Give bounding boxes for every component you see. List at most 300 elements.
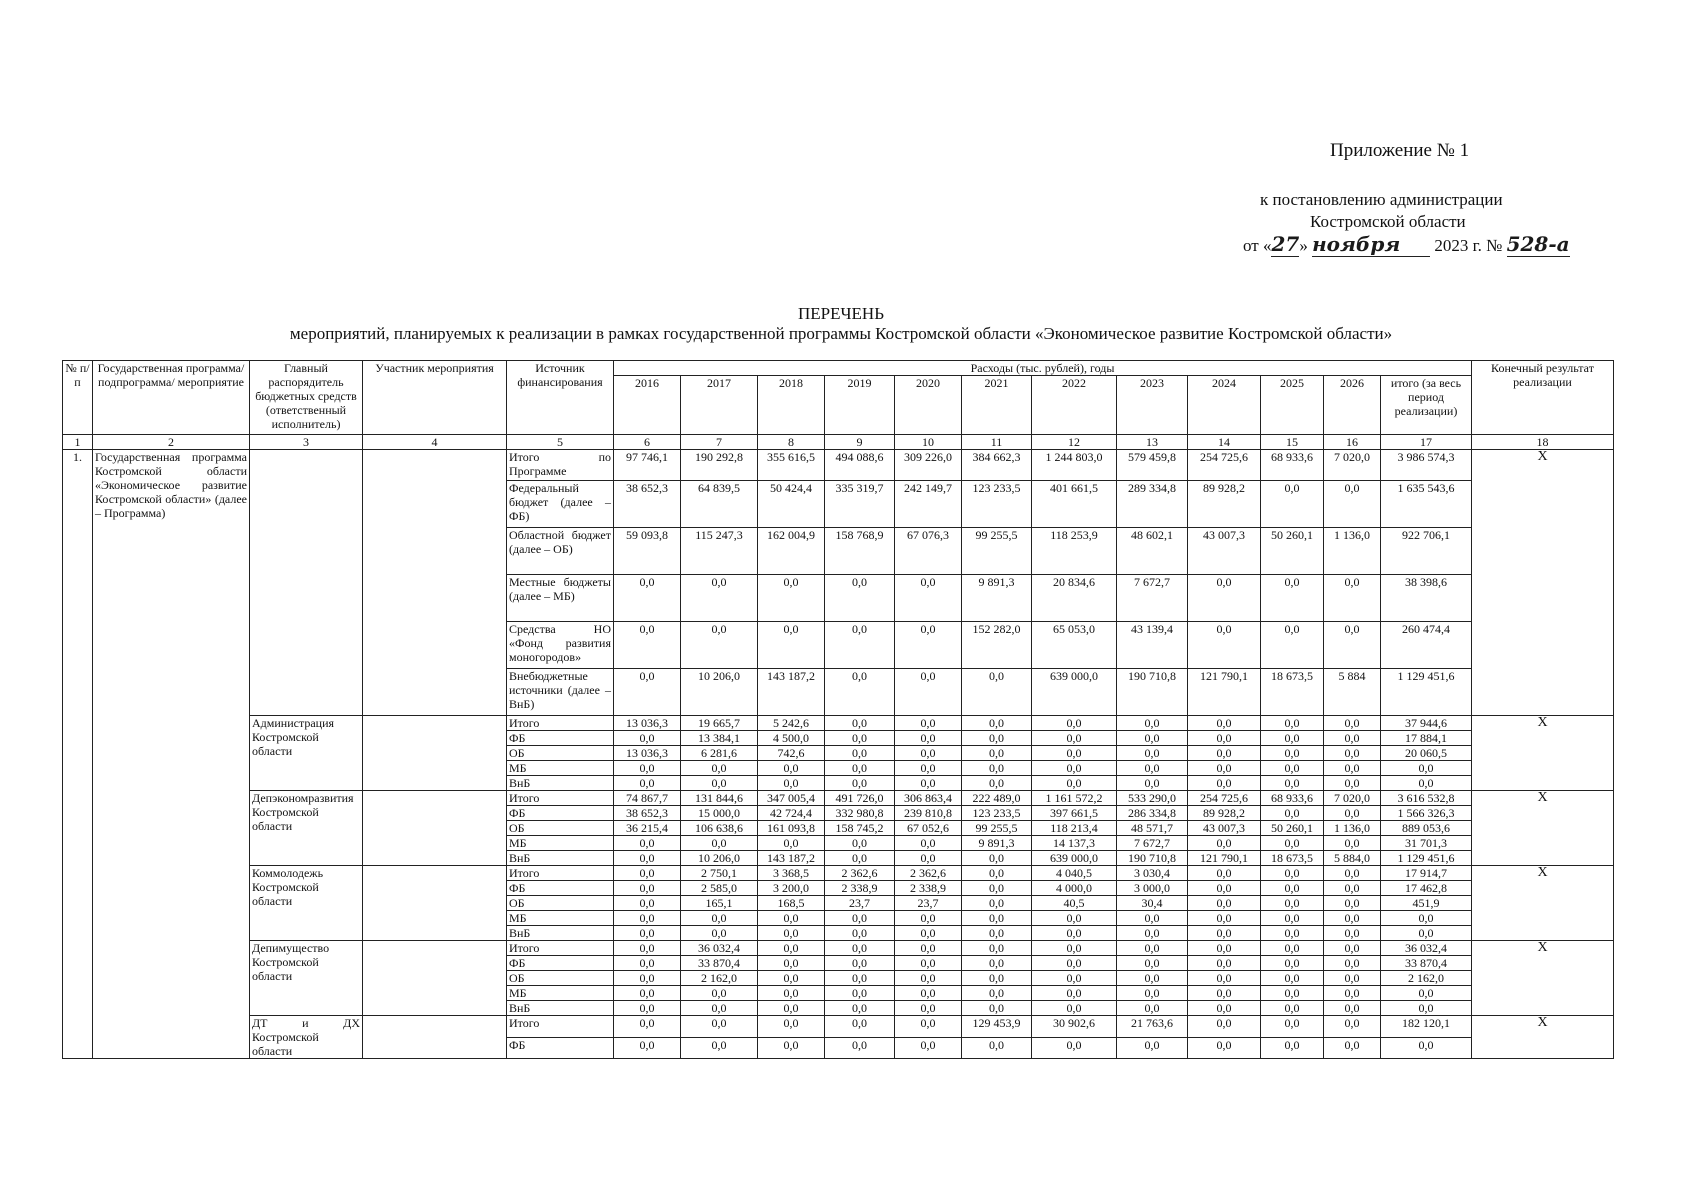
value-cell: 0,0	[1324, 971, 1381, 986]
value-cell: 17 884,1	[1381, 731, 1472, 746]
column-number: 14	[1188, 435, 1261, 450]
value-cell: 0,0	[1032, 1001, 1117, 1016]
header-year: 2018	[758, 376, 825, 435]
source-label: МБ	[507, 836, 614, 851]
source-label: ОБ	[507, 896, 614, 911]
decree-line-1: к постановлению администрации	[1260, 190, 1503, 209]
manager-name: Коммолодежь Костромской области	[250, 866, 363, 941]
value-cell: 182 120,1	[1381, 1016, 1472, 1038]
value-cell: 639 000,0	[1032, 669, 1117, 716]
value-cell: 36 032,4	[1381, 941, 1472, 956]
value-cell: 3 616 532,8	[1381, 791, 1472, 806]
column-number: 17	[1381, 435, 1472, 450]
value-cell: 0,0	[1381, 986, 1472, 1001]
value-cell: 0,0	[962, 716, 1032, 731]
value-cell: 1 136,0	[1324, 821, 1381, 836]
value-cell: 0,0	[825, 1037, 895, 1059]
value-cell: 0,0	[681, 776, 758, 791]
value-cell: 0,0	[895, 575, 962, 622]
value-cell: 0,0	[1261, 956, 1324, 971]
value-cell: 0,0	[962, 669, 1032, 716]
value-cell: 0,0	[1117, 1037, 1188, 1059]
value-cell: 922 706,1	[1381, 528, 1472, 575]
value-cell: 0,0	[614, 622, 681, 669]
column-number: 13	[1117, 435, 1188, 450]
value-cell: 0,0	[1324, 731, 1381, 746]
value-cell: 1 566 326,3	[1381, 806, 1472, 821]
value-cell: 20 060,5	[1381, 746, 1472, 761]
value-cell: 0,0	[1117, 956, 1188, 971]
value-cell: 0,0	[825, 971, 895, 986]
header-year: 2024	[1188, 376, 1261, 435]
value-cell: 0,0	[962, 1001, 1032, 1016]
header-participant: Участник мероприятия	[363, 361, 507, 435]
value-cell: 123 233,5	[962, 481, 1032, 528]
participant-cell-empty	[363, 1016, 507, 1059]
result-mark: Х	[1472, 791, 1614, 866]
document-title: ПЕРЕЧЕНЬ	[798, 304, 884, 323]
source-label: Итого	[507, 716, 614, 731]
value-cell: 355 616,5	[758, 450, 825, 481]
value-cell: 68 933,6	[1261, 450, 1324, 481]
value-cell: 0,0	[1032, 746, 1117, 761]
value-cell: 89 928,2	[1188, 806, 1261, 821]
value-cell: 30 902,6	[1032, 1016, 1117, 1038]
value-cell: 2 162,0	[681, 971, 758, 986]
value-cell: 0,0	[1188, 716, 1261, 731]
value-cell: 254 725,6	[1188, 791, 1261, 806]
value-cell: 0,0	[1117, 776, 1188, 791]
value-cell: 0,0	[962, 776, 1032, 791]
column-numbers-row	[63, 435, 1614, 450]
source-label: ФБ	[507, 806, 614, 821]
value-cell: 106 638,6	[681, 821, 758, 836]
value-cell: 0,0	[1261, 806, 1324, 821]
result-mark: Х	[1472, 716, 1614, 791]
value-cell: 0,0	[614, 1016, 681, 1038]
decree-line-2: Костромской области	[1310, 212, 1466, 231]
value-cell: 0,0	[1188, 911, 1261, 926]
value-cell: 0,0	[758, 575, 825, 622]
value-cell: 0,0	[895, 986, 962, 1001]
value-cell: 0,0	[1117, 731, 1188, 746]
column-number: 7	[681, 435, 758, 450]
source-label: ОБ	[507, 746, 614, 761]
value-cell: 14 137,3	[1032, 836, 1117, 851]
header-year: 2025	[1261, 376, 1324, 435]
result-mark: Х	[1472, 450, 1614, 716]
value-cell: 0,0	[1117, 941, 1188, 956]
source-label: ФБ	[507, 881, 614, 896]
value-cell: 0,0	[1261, 622, 1324, 669]
value-cell: 0,0	[962, 926, 1032, 941]
value-cell: 0,0	[758, 956, 825, 971]
value-cell: 0,0	[758, 836, 825, 851]
value-cell: 5 884,0	[1324, 851, 1381, 866]
value-cell: 121 790,1	[1188, 669, 1261, 716]
value-cell: 0,0	[895, 746, 962, 761]
source-label: Итого	[507, 941, 614, 956]
value-cell: 99 255,5	[962, 821, 1032, 836]
value-cell: 7 020,0	[1324, 791, 1381, 806]
value-cell: 0,0	[1188, 926, 1261, 941]
value-cell: 397 661,5	[1032, 806, 1117, 821]
value-cell: 0,0	[895, 836, 962, 851]
value-cell: 0,0	[614, 896, 681, 911]
value-cell: 0,0	[1188, 776, 1261, 791]
value-cell: 129 453,9	[962, 1016, 1032, 1038]
value-cell: 222 489,0	[962, 791, 1032, 806]
value-cell: 384 662,3	[962, 450, 1032, 481]
value-cell: 0,0	[1381, 1001, 1472, 1016]
value-cell: 0,0	[825, 622, 895, 669]
value-cell: 0,0	[962, 896, 1032, 911]
value-cell: 0,0	[1117, 926, 1188, 941]
header-year: 2020	[895, 376, 962, 435]
column-number: 12	[1032, 435, 1117, 450]
value-cell: 0,0	[1032, 911, 1117, 926]
header-year: 2023	[1117, 376, 1188, 435]
value-cell: 0,0	[1117, 986, 1188, 1001]
header-source: Источник финансирования	[507, 361, 614, 435]
value-cell: 0,0	[825, 776, 895, 791]
header-year: 2021	[962, 376, 1032, 435]
column-number: 9	[825, 435, 895, 450]
value-cell: 37 944,6	[1381, 716, 1472, 731]
value-cell: 0,0	[1381, 776, 1472, 791]
value-cell: 18 673,5	[1261, 851, 1324, 866]
value-cell: 0,0	[1188, 731, 1261, 746]
value-cell: 0,0	[1032, 776, 1117, 791]
value-cell: 0,0	[1032, 1037, 1117, 1059]
value-cell: 0,0	[1324, 956, 1381, 971]
value-cell: 0,0	[1261, 716, 1324, 731]
value-cell: 1 129 451,6	[1381, 851, 1472, 866]
value-cell: 115 247,3	[681, 528, 758, 575]
value-cell: 0,0	[895, 1016, 962, 1038]
header-expenses: Расходы (тыс. рублей), годы	[614, 361, 1472, 376]
value-cell: 18 673,5	[1261, 669, 1324, 716]
value-cell: 4 040,5	[1032, 866, 1117, 881]
value-cell: 0,0	[614, 836, 681, 851]
header-row	[63, 361, 1614, 376]
value-cell: 36 032,4	[681, 941, 758, 956]
value-cell: 0,0	[895, 761, 962, 776]
value-cell: 38 398,6	[1381, 575, 1472, 622]
value-cell: 0,0	[962, 881, 1032, 896]
value-cell: 0,0	[614, 776, 681, 791]
source-label: ОБ	[507, 971, 614, 986]
header-year: 2016	[614, 376, 681, 435]
value-cell: 889 053,6	[1381, 821, 1472, 836]
value-cell: 0,0	[758, 1001, 825, 1016]
value-cell: 42 724,4	[758, 806, 825, 821]
decree-line-3	[1243, 232, 1570, 257]
value-cell: 639 000,0	[1032, 851, 1117, 866]
value-cell: 64 839,5	[681, 481, 758, 528]
decree-year: 2023 г. №	[1434, 236, 1503, 255]
value-cell: 7 672,7	[1117, 575, 1188, 622]
value-cell: 242 149,7	[895, 481, 962, 528]
value-cell: 0,0	[1381, 761, 1472, 776]
source-label: ВнБ	[507, 776, 614, 791]
value-cell: 0,0	[1324, 575, 1381, 622]
value-cell: 13 036,3	[614, 746, 681, 761]
decree-number-handwritten: 528-а	[1506, 232, 1570, 256]
value-cell: 168,5	[758, 896, 825, 911]
value-cell: 0,0	[614, 971, 681, 986]
value-cell: 1 244 803,0	[1032, 450, 1117, 481]
value-cell: 0,0	[1324, 761, 1381, 776]
value-cell: 17 462,8	[1381, 881, 1472, 896]
column-number: 2	[93, 435, 250, 450]
header-year: 2022	[1032, 376, 1117, 435]
value-cell: 0,0	[1324, 911, 1381, 926]
value-cell: 0,0	[681, 622, 758, 669]
source-label: Итого по Программе	[507, 450, 614, 481]
value-cell: 0,0	[1117, 761, 1188, 776]
value-cell: 0,0	[681, 1001, 758, 1016]
value-cell: 0,0	[962, 986, 1032, 1001]
value-cell: 0,0	[895, 669, 962, 716]
value-cell: 0,0	[825, 911, 895, 926]
value-cell: 0,0	[758, 761, 825, 776]
participant-cell-empty	[363, 716, 507, 791]
value-cell: 33 870,4	[681, 956, 758, 971]
source-label: Внебюджетные источники (далее – ВнБ)	[507, 669, 614, 716]
value-cell: 0,0	[1381, 1037, 1472, 1059]
value-cell: 0,0	[825, 746, 895, 761]
value-cell: 0,0	[825, 926, 895, 941]
result-mark: Х	[1472, 866, 1614, 941]
value-cell: 0,0	[1032, 971, 1117, 986]
value-cell: 0,0	[1261, 731, 1324, 746]
value-cell: 0,0	[895, 776, 962, 791]
value-cell: 31 701,3	[1381, 836, 1472, 851]
value-cell: 17 914,7	[1381, 866, 1472, 881]
header-year: 2026	[1324, 376, 1381, 435]
value-cell: 0,0	[825, 941, 895, 956]
value-cell: 0,0	[962, 761, 1032, 776]
value-cell: 2 362,6	[895, 866, 962, 881]
value-cell: 152 282,0	[962, 622, 1032, 669]
table-row	[63, 791, 1614, 806]
value-cell: 0,0	[895, 956, 962, 971]
header-num: № п/п	[63, 361, 93, 435]
header-program: Государственная программа/подпрограмма/ мероприятие	[93, 361, 250, 435]
value-cell: 0,0	[758, 926, 825, 941]
source-label: Областной бюджет (далее – ОБ)	[507, 528, 614, 575]
value-cell: 0,0	[1324, 896, 1381, 911]
column-number: 5	[507, 435, 614, 450]
value-cell: 2 750,1	[681, 866, 758, 881]
value-cell: 40,5	[1032, 896, 1117, 911]
value-cell: 0,0	[758, 971, 825, 986]
value-cell: 0,0	[614, 911, 681, 926]
value-cell: 0,0	[681, 575, 758, 622]
value-cell: 1 136,0	[1324, 528, 1381, 575]
value-cell: 0,0	[1324, 941, 1381, 956]
value-cell: 143 187,2	[758, 851, 825, 866]
value-cell: 0,0	[962, 746, 1032, 761]
source-label: ОБ	[507, 821, 614, 836]
column-number: 3	[250, 435, 363, 450]
value-cell: 0,0	[681, 836, 758, 851]
value-cell: 0,0	[1188, 761, 1261, 776]
value-cell: 0,0	[825, 836, 895, 851]
value-cell: 0,0	[614, 761, 681, 776]
column-number: 16	[1324, 435, 1381, 450]
value-cell: 0,0	[1117, 971, 1188, 986]
value-cell: 494 088,6	[825, 450, 895, 481]
value-cell: 0,0	[825, 1016, 895, 1038]
value-cell: 0,0	[1032, 761, 1117, 776]
value-cell: 3 030,4	[1117, 866, 1188, 881]
value-cell: 0,0	[614, 881, 681, 896]
value-cell: 0,0	[895, 1001, 962, 1016]
value-cell: 0,0	[1261, 926, 1324, 941]
value-cell: 0,0	[962, 911, 1032, 926]
source-label: Федеральный бюджет (далее – ФБ)	[507, 481, 614, 528]
header-manager: Главный распорядитель бюджетных средств (ответственный исполнитель)	[250, 361, 363, 435]
value-cell: 48 571,7	[1117, 821, 1188, 836]
value-cell: 0,0	[1261, 1037, 1324, 1059]
value-cell: 0,0	[758, 986, 825, 1001]
value-cell: 0,0	[895, 731, 962, 746]
value-cell: 118 253,9	[1032, 528, 1117, 575]
value-cell: 30,4	[1117, 896, 1188, 911]
value-cell: 67 076,3	[895, 528, 962, 575]
value-cell: 0,0	[758, 776, 825, 791]
value-cell: 0,0	[614, 575, 681, 622]
value-cell: 10 206,0	[681, 851, 758, 866]
value-cell: 15 000,0	[681, 806, 758, 821]
value-cell: 165,1	[681, 896, 758, 911]
table-row	[63, 450, 1614, 481]
value-cell: 0,0	[1188, 836, 1261, 851]
value-cell: 13 384,1	[681, 731, 758, 746]
value-cell: 161 093,8	[758, 821, 825, 836]
value-cell: 0,0	[1381, 926, 1472, 941]
value-cell: 0,0	[614, 1037, 681, 1059]
value-cell: 0,0	[962, 731, 1032, 746]
value-cell: 1 161 572,2	[1032, 791, 1117, 806]
value-cell: 0,0	[614, 926, 681, 941]
value-cell: 74 867,7	[614, 791, 681, 806]
value-cell: 3 200,0	[758, 881, 825, 896]
value-cell: 0,0	[1261, 881, 1324, 896]
value-cell: 2 362,6	[825, 866, 895, 881]
value-cell: 0,0	[1032, 941, 1117, 956]
source-label: ВнБ	[507, 1001, 614, 1016]
value-cell: 0,0	[895, 716, 962, 731]
value-cell: 0,0	[1188, 575, 1261, 622]
value-cell: 347 005,4	[758, 791, 825, 806]
value-cell: 190 710,8	[1117, 669, 1188, 716]
manager-name: Депимущество Костромской области	[250, 941, 363, 1016]
value-cell: 0,0	[825, 761, 895, 776]
value-cell: 0,0	[681, 1037, 758, 1059]
appendix-label: Приложение № 1	[1330, 140, 1470, 161]
value-cell: 2 585,0	[681, 881, 758, 896]
participant-cell-empty	[363, 791, 507, 866]
value-cell: 89 928,2	[1188, 481, 1261, 528]
value-cell: 0,0	[758, 941, 825, 956]
value-cell: 0,0	[1261, 481, 1324, 528]
source-label: Итого	[507, 1016, 614, 1038]
value-cell: 742,6	[758, 746, 825, 761]
value-cell: 0,0	[895, 851, 962, 866]
value-cell: 0,0	[758, 1016, 825, 1038]
value-cell: 0,0	[1324, 1037, 1381, 1059]
source-label: Итого	[507, 866, 614, 881]
column-number: 4	[363, 435, 507, 450]
value-cell: 0,0	[825, 986, 895, 1001]
value-cell: 332 980,8	[825, 806, 895, 821]
value-cell: 0,0	[1117, 746, 1188, 761]
value-cell: 0,0	[758, 911, 825, 926]
value-cell: 260 474,4	[1381, 622, 1472, 669]
value-cell: 0,0	[1032, 926, 1117, 941]
value-cell: 0,0	[1117, 1001, 1188, 1016]
value-cell: 0,0	[1324, 1016, 1381, 1038]
value-cell: 38 652,3	[614, 481, 681, 528]
value-cell: 0,0	[681, 911, 758, 926]
value-cell: 0,0	[1188, 746, 1261, 761]
value-cell: 0,0	[758, 622, 825, 669]
value-cell: 50 424,4	[758, 481, 825, 528]
value-cell: 0,0	[962, 851, 1032, 866]
value-cell: 2 338,9	[895, 881, 962, 896]
value-cell: 1 635 543,6	[1381, 481, 1472, 528]
source-label: ФБ	[507, 956, 614, 971]
value-cell: 0,0	[614, 851, 681, 866]
source-label: МБ	[507, 761, 614, 776]
value-cell: 0,0	[1261, 941, 1324, 956]
column-number: 8	[758, 435, 825, 450]
value-cell: 190 292,8	[681, 450, 758, 481]
value-cell: 0,0	[825, 1001, 895, 1016]
value-cell: 335 319,7	[825, 481, 895, 528]
value-cell: 0,0	[825, 731, 895, 746]
value-cell: 3 368,5	[758, 866, 825, 881]
value-cell: 2 338,9	[825, 881, 895, 896]
value-cell: 533 290,0	[1117, 791, 1188, 806]
manager-cell-empty	[250, 450, 363, 716]
value-cell: 0,0	[1188, 956, 1261, 971]
value-cell: 0,0	[895, 941, 962, 956]
value-cell: 0,0	[825, 851, 895, 866]
value-cell: 0,0	[1032, 956, 1117, 971]
value-cell: 0,0	[962, 971, 1032, 986]
manager-name: Депэкономразвития Костромской области	[250, 791, 363, 866]
header-year: 2017	[681, 376, 758, 435]
value-cell: 0,0	[1261, 986, 1324, 1001]
value-cell: 0,0	[825, 575, 895, 622]
value-cell: 0,0	[1188, 986, 1261, 1001]
value-cell: 118 213,4	[1032, 821, 1117, 836]
value-cell: 121 790,1	[1188, 851, 1261, 866]
value-cell: 0,0	[1324, 806, 1381, 821]
value-cell: 158 745,2	[825, 821, 895, 836]
value-cell: 99 255,5	[962, 528, 1032, 575]
manager-name: Администрация Костромской области	[250, 716, 363, 791]
value-cell: 5 242,6	[758, 716, 825, 731]
value-cell: 0,0	[1381, 911, 1472, 926]
value-cell: 38 652,3	[614, 806, 681, 821]
value-cell: 289 334,8	[1117, 481, 1188, 528]
value-cell: 0,0	[1261, 776, 1324, 791]
